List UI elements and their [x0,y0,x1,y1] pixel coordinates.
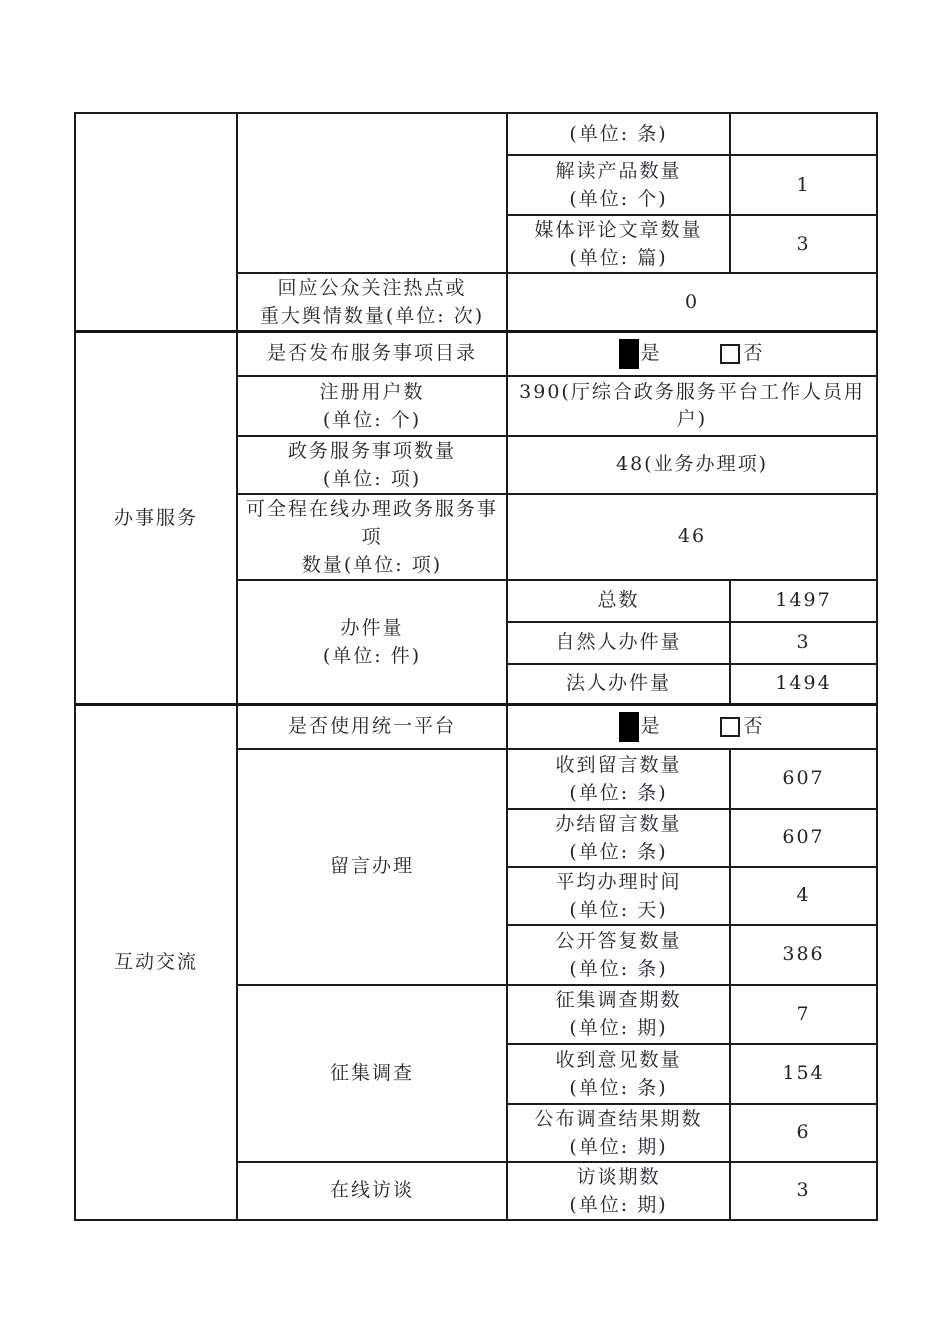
messages-received-value: 607 [730,749,877,809]
option-yes [619,339,661,369]
option-no [720,340,765,367]
service-catalog-published-label: 是否发布服务事项目录 [237,332,507,376]
survey-results-published-label: 公布调查结果期数 (单位: 期) [507,1104,730,1162]
option-yes-label: 是 [640,715,662,738]
volume-natural-person-value: 3 [730,622,877,664]
message-handling-group-label: 留言办理 [237,749,507,985]
unified-platform-label: 是否使用统一平台 [237,705,507,749]
interview-periods-label: 访谈期数 (单位: 期) [507,1162,730,1220]
table-row [75,113,877,155]
category-cell-top [75,113,237,332]
survey-group-label: 征集调查 [237,985,507,1162]
checkbox-no-unchecked-icon[interactable] [720,344,740,364]
registered-users-label: 注册用户数 (单位: 个) [237,376,507,436]
opinions-received-label: 收到意见数量 (单位: 条) [507,1044,730,1104]
option-yes [619,712,661,742]
public-replies-value: 386 [730,925,877,985]
table-row [75,705,877,749]
unit-tiao-continuation-label: (单位: 条) [507,113,730,155]
public-replies-label: 公开答复数量 (单位: 条) [507,925,730,985]
public-concern-response-label: 回应公众关注热点或 重大舆情数量(单位: 次) [237,273,507,332]
survey-periods-value: 7 [730,985,877,1044]
option-yes-label: 是 [640,342,662,365]
messages-received-label: 收到留言数量 (单位: 条) [507,749,730,809]
registered-users-value: 390(厅综合政务服务平台工作人员用户) [507,376,877,436]
volume-total-label: 总数 [507,580,730,622]
group-cell-top [237,113,507,273]
unit-tiao-continuation-value [730,113,877,155]
volume-legal-person-value: 1494 [730,664,877,705]
statistics-table [74,112,878,1221]
yes-no-options [510,339,874,369]
option-no-label: 否 [743,342,765,365]
online-interview-group-label: 在线访谈 [237,1162,507,1220]
interpretation-products-value: 1 [730,155,877,215]
media-commentary-articles-label: 媒体评论文章数量 (单位: 篇) [507,215,730,273]
category-cell-service: 办事服务 [75,332,237,705]
full-online-items-label: 可全程在线办理政务服务事项 数量(单位: 项) [237,494,507,580]
survey-periods-label: 征集调查期数 (单位: 期) [507,985,730,1044]
opinions-received-value: 154 [730,1044,877,1104]
gov-service-items-value: 48(业务办理项) [507,436,877,494]
full-online-items-value: 46 [507,494,877,580]
volume-natural-person-label: 自然人办件量 [507,622,730,664]
media-commentary-articles-value: 3 [730,215,877,273]
option-no [720,713,765,740]
avg-handling-time-value: 4 [730,867,877,925]
survey-results-published-value: 6 [730,1104,877,1162]
table-row [75,332,877,376]
messages-completed-value: 607 [730,809,877,867]
volume-total-value: 1497 [730,580,877,622]
checkbox-yes-checked-icon[interactable] [619,339,639,369]
gov-service-items-label: 政务服务事项数量 (单位: 项) [237,436,507,494]
checkbox-no-unchecked-icon[interactable] [720,717,740,737]
service-catalog-published-value [507,332,877,376]
messages-completed-label: 办结留言数量 (单位: 条) [507,809,730,867]
option-no-label: 否 [743,715,765,738]
avg-handling-time-label: 平均办理时间 (单位: 天) [507,867,730,925]
interpretation-products-label: 解读产品数量 (单位: 个) [507,155,730,215]
yes-no-options [510,712,874,742]
case-volume-group-label: 办件量 (单位: 件) [237,580,507,705]
checkbox-yes-checked-icon[interactable] [619,712,639,742]
category-cell-interaction: 互动交流 [75,705,237,1220]
interview-periods-value: 3 [730,1162,877,1220]
public-concern-response-value: 0 [507,273,877,332]
unified-platform-value [507,705,877,749]
volume-legal-person-label: 法人办件量 [507,664,730,705]
